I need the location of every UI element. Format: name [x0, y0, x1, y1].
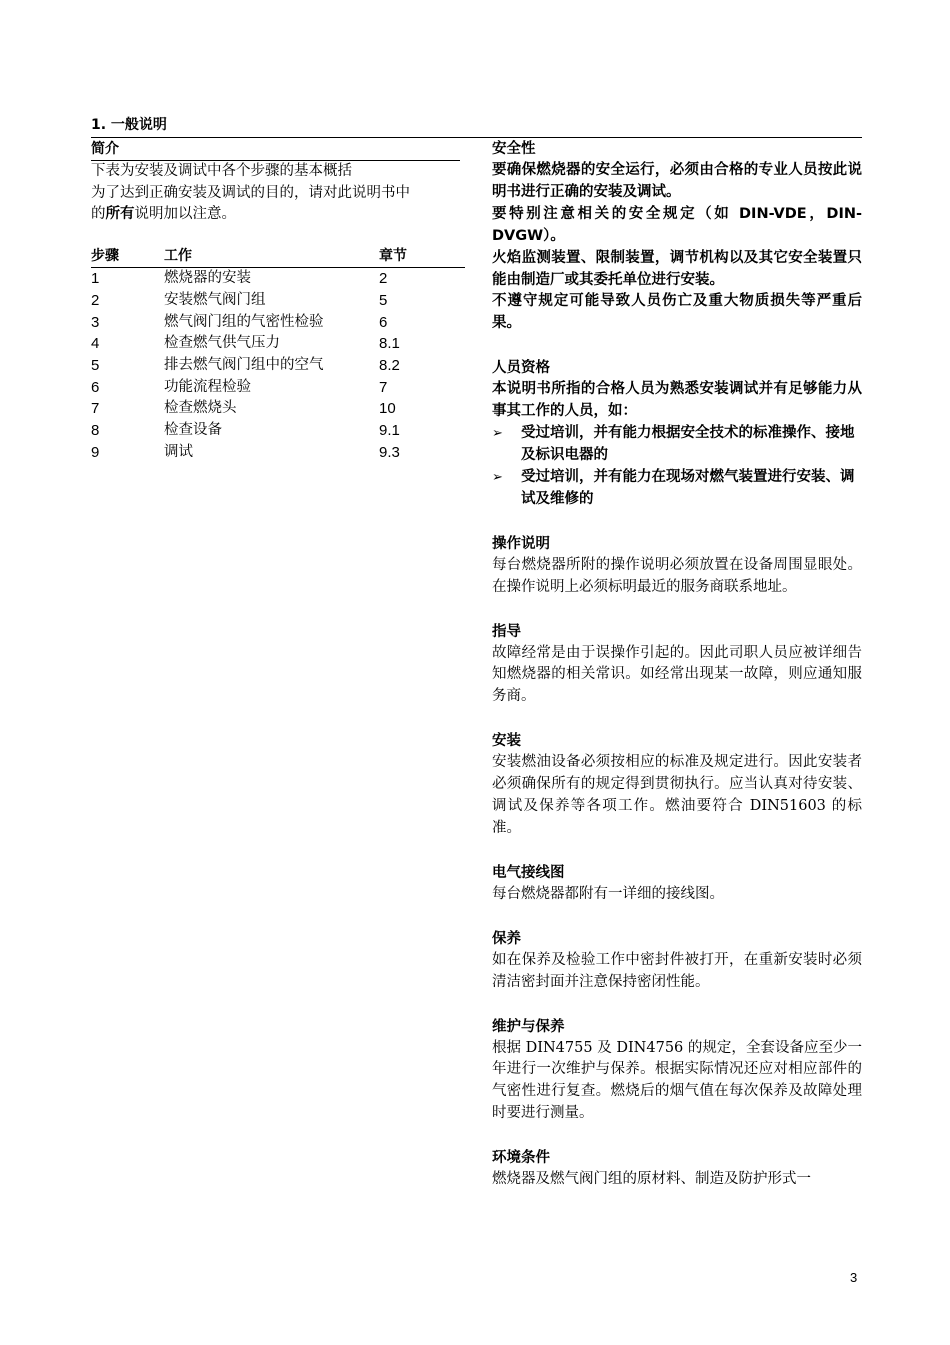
- intro-line-2: 为了达到正确安装及调试的目的，请对此说明书中: [91, 184, 410, 201]
- installation-body: 安装燃油设备必须按相应的标准及规定进行。因此安装者必须确保所有的规定得到贯彻执行。应当认真对待安装、调试及保养等各项工作。燃油要符合 DIN51603 的标准。: [492, 754, 862, 836]
- table-row: [91, 268, 465, 290]
- guidance-body: 故障经常是由于误操作引起的。因此司职人员应被详细告知燃烧器的相关常识。如经常出现某一故障，则应通知服务商。: [492, 644, 862, 705]
- installation-section: [492, 730, 862, 840]
- maintenance-heading: 保养: [492, 930, 521, 947]
- safety-line: 要特别注意相关的安全规定（如 DIN-VDE，DIN-DVGW）。: [492, 205, 862, 244]
- right-column: [492, 138, 862, 1191]
- arrow-bullet-icon: ➢: [492, 426, 503, 442]
- environment-section: [492, 1147, 862, 1191]
- qualification-intro: 本说明书所指的合格人员为熟悉安装调试并有足够能力从事其工作的人员，如：: [492, 381, 862, 420]
- page-number: 3: [850, 1270, 858, 1285]
- step-task: 检查设备: [164, 422, 222, 439]
- safety-line: 要确保燃烧器的安全运行，必须由合格的专业人员按此说明书进行正确的安装及调试。: [492, 162, 862, 200]
- guidance-heading: 指导: [492, 623, 521, 640]
- operation-body: 每台燃烧器所附的操作说明必须放置在设备周围显眼处。在操作说明上必须标明最近的服务商联系地址。: [492, 556, 862, 595]
- step-chapter: 8.2: [379, 356, 400, 374]
- operation-section: [492, 533, 862, 599]
- intro-line-3: [91, 204, 465, 226]
- step-chapter: 9.3: [379, 443, 400, 461]
- step-chapter: 6: [379, 313, 388, 331]
- step-task: 功能流程检验: [164, 378, 251, 395]
- header-chapter: 章节: [379, 246, 465, 268]
- step-chapter: 8.1: [379, 335, 400, 353]
- step-number: 7: [91, 400, 100, 418]
- safety-line: 火焰监测装置、限制装置，调节机构以及其它安全装置只能由制造厂或其委托单位进行安装。: [492, 249, 862, 288]
- steps-table-header: [91, 246, 465, 268]
- intro-emphasis: 所有: [105, 206, 135, 223]
- left-column: [91, 138, 465, 463]
- maintenance-section: [492, 928, 862, 994]
- list-item: [492, 423, 862, 467]
- list-item-text: 受过培训，并有能力在现场对燃气装置进行安装、调试及维修的: [521, 468, 855, 507]
- list-item-text: 受过培训，并有能力根据安全技术的标准操作、接地及标识电器的: [521, 425, 855, 463]
- step-chapter: 5: [379, 291, 388, 309]
- intro-text-c: 说明加以注意。: [134, 206, 236, 223]
- intro-line-1: 下表为安装及调试中各个步骤的基本概括: [91, 163, 352, 179]
- qualification-section: [492, 357, 862, 510]
- step-task: 燃烧器的安装: [164, 270, 251, 287]
- operation-heading: 操作说明: [492, 535, 550, 552]
- step-task: 检查燃烧头: [164, 400, 237, 417]
- intro-heading: 简介: [91, 141, 119, 157]
- safety-heading: 安全性: [492, 141, 536, 157]
- step-number: 6: [91, 378, 100, 396]
- table-row: [91, 398, 465, 420]
- step-chapter: 2: [379, 270, 388, 288]
- environment-heading: 环境条件: [492, 1150, 550, 1167]
- list-item: [492, 467, 862, 511]
- table-row: [91, 312, 465, 334]
- arrow-bullet-icon: ➢: [492, 469, 503, 485]
- table-row: [91, 377, 465, 399]
- step-number: 8: [91, 422, 100, 440]
- header-task: 工作: [164, 246, 379, 268]
- header-step: 步骤: [91, 246, 164, 268]
- table-row: [91, 442, 465, 464]
- table-row: [91, 355, 465, 377]
- service-body: 根据 DIN4755 及 DIN4756 的规定，全套设备应至少一年进行一次维护与保养。根据实际情况还应对相应部件的气密性进行复查。燃烧后的烟气值在每次保养及故障处理时要进行测量。: [492, 1039, 862, 1122]
- step-chapter: 9.1: [379, 422, 400, 440]
- safety-line: 不遵守规定可能导致人员伤亡及重大物质损失等严重后果。: [492, 293, 862, 332]
- wiring-body: 每台燃烧器都附有一详细的接线图。: [492, 885, 724, 902]
- qualification-heading: 人员资格: [492, 360, 550, 377]
- wiring-section: [492, 862, 862, 906]
- table-row: [91, 420, 465, 442]
- qualification-list: [492, 423, 862, 511]
- wiring-heading: 电气接线图: [492, 864, 565, 881]
- service-heading: 维护与保养: [492, 1018, 565, 1035]
- guidance-section: [492, 621, 862, 709]
- installation-heading: 安装: [492, 733, 521, 750]
- step-task: 检查燃气供气压力: [164, 335, 280, 352]
- step-task: 排去燃气阀门组中的空气: [164, 356, 324, 373]
- steps-table: [91, 246, 465, 463]
- step-task: 燃气阀门组的气密性检验: [164, 313, 324, 330]
- step-number: 1: [91, 270, 100, 288]
- page-title: 1. 一般说明: [91, 117, 167, 133]
- step-number: 9: [91, 443, 100, 461]
- step-chapter: 10: [379, 400, 396, 418]
- maintenance-body: 如在保养及检验工作中密封件被打开，在重新安装时必须清洁密封面并注意保持密闭性能。: [492, 951, 862, 990]
- service-section: [492, 1016, 862, 1126]
- safety-section: [492, 138, 862, 335]
- step-number: 5: [91, 356, 100, 374]
- table-row: [91, 290, 465, 312]
- step-number: 4: [91, 335, 100, 353]
- step-chapter: 7: [379, 378, 388, 396]
- step-number: 3: [91, 313, 100, 331]
- step-number: 2: [91, 291, 100, 309]
- step-task: 调试: [164, 443, 193, 460]
- step-task: 安装燃气阀门组: [164, 291, 266, 308]
- table-row: [91, 333, 465, 355]
- environment-body: 燃烧器及燃气阀门组的原材料、制造及防护形式一: [492, 1171, 811, 1188]
- intro-text-a: 的: [91, 206, 106, 223]
